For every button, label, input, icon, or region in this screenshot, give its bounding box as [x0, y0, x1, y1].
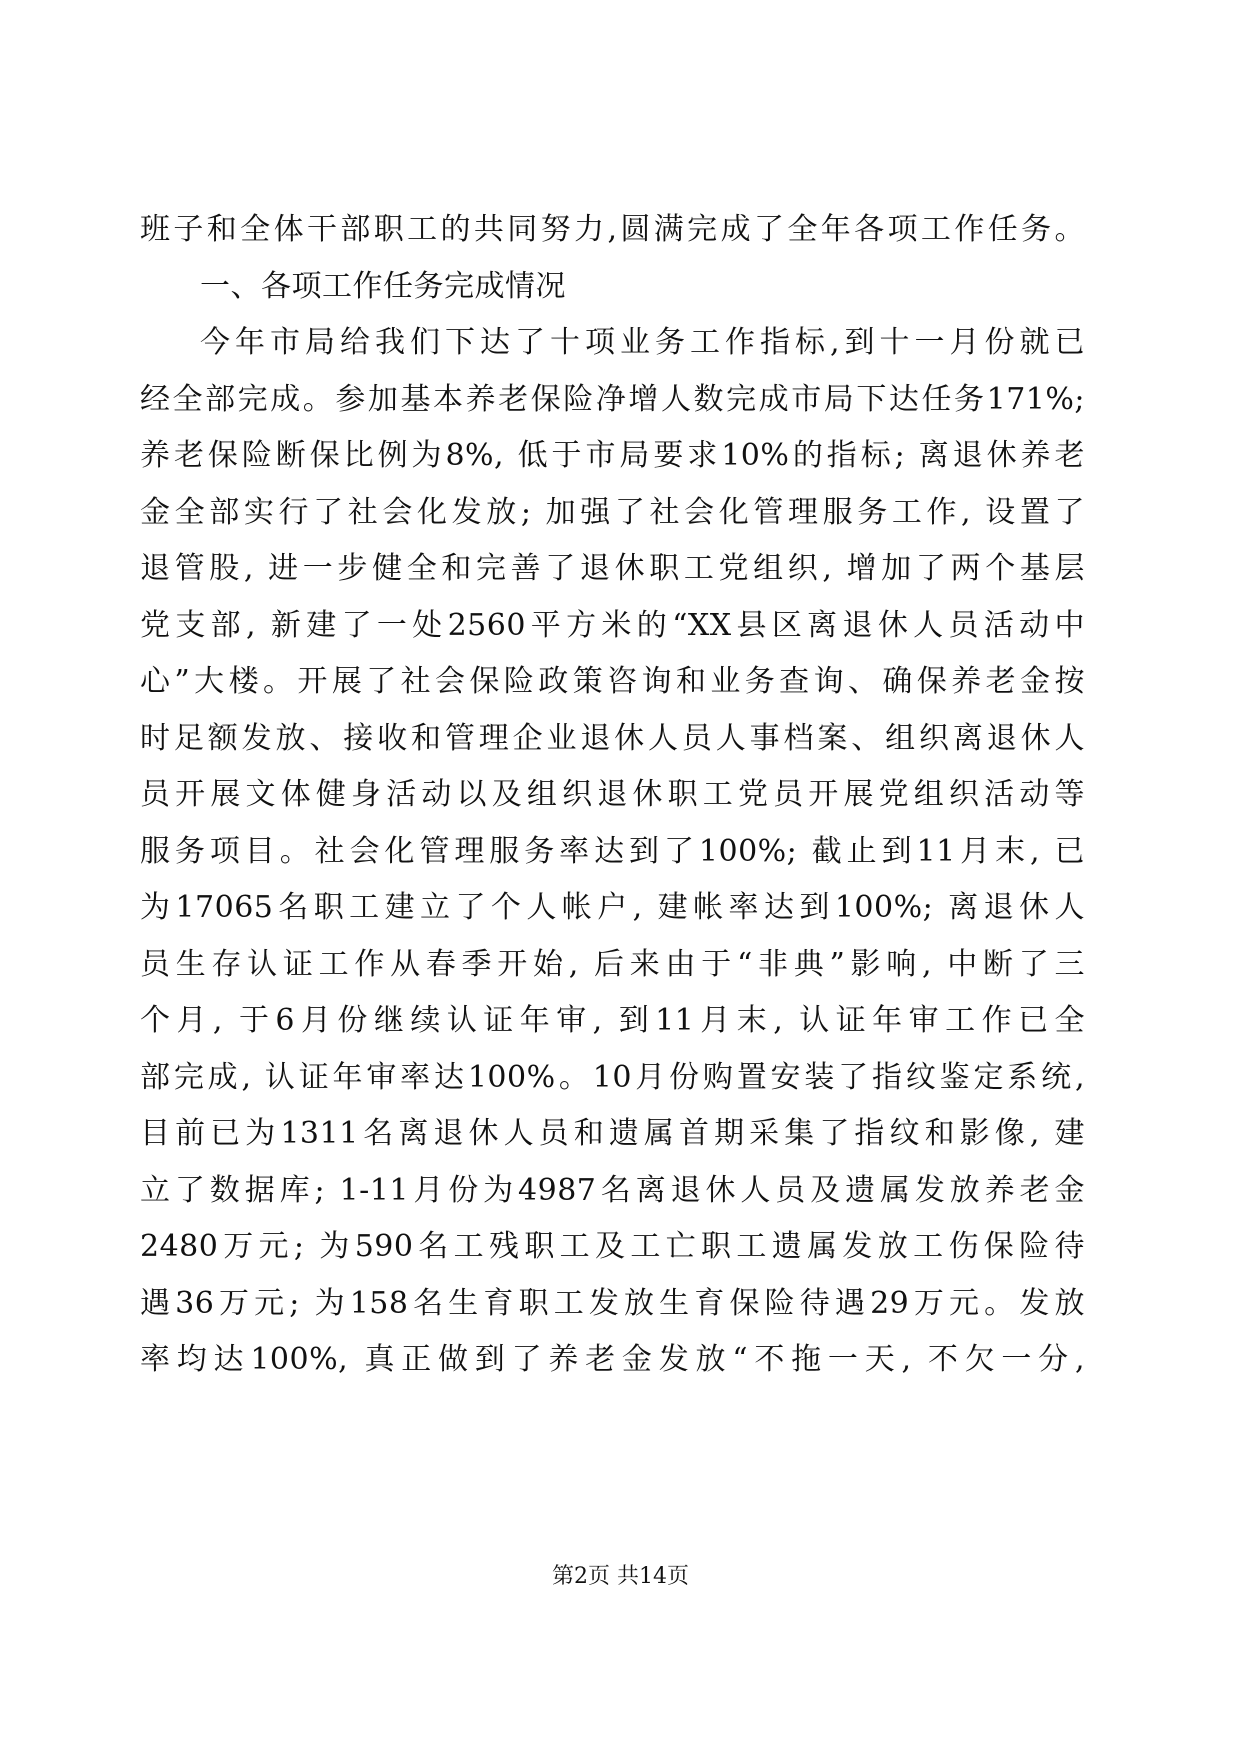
text-line: 服务项目。社会化管理服务率达到了100%; 截止到11月末, 已 — [140, 833, 1085, 869]
text-line: 2480万元; 为590名工残职工及工亡职工遗属发放工伤保险待 — [140, 1229, 1085, 1264]
text-line: 立了数据库; 1-11月份为4987名离退休人员及遗属发放养老金 — [140, 1172, 1085, 1208]
text-line: 经全部完成。参加基本养老保险净增人数完成市局下达任务171%; — [140, 381, 1085, 417]
text-line: 时足额发放、接收和管理企业退休人员人事档案、组织离退休人 — [140, 720, 1085, 756]
section-heading: 一、各项工作任务完成情况 — [200, 268, 566, 304]
text-line: 为17065名职工建立了个人帐户, 建帐率达到100%; 离退休人 — [140, 890, 1085, 925]
text-line: 退管股, 进一步健全和完善了退休职工党组织, 增加了两个基层 — [140, 551, 1085, 586]
text-line: 个月, 于6月份继续认证年审, 到11月末, 认证年审工作已全 — [140, 1003, 1085, 1038]
text-line: 班子和全体干部职工的共同努力,圆满完成了全年各项工作任务。 — [140, 212, 1085, 247]
text-line: 党支部, 新建了一处2560平方米的“XX县区离退休人员活动中 — [140, 607, 1085, 643]
page-footer: 第2页 共14页 — [552, 1564, 689, 1589]
text-line: 养老保险断保比例为8%, 低于市局要求10%的指标; 离退休养老 — [140, 438, 1085, 473]
text-line: 率均达100%, 真正做到了养老金发放“不拖一天, 不欠一分, — [140, 1342, 1085, 1377]
text-line: 员生存认证工作从春季开始, 后来由于“非典”影响, 中断了三 — [140, 946, 1085, 982]
text-line: 部完成, 认证年审率达100%。10月份购置安装了指纹鉴定系统, — [140, 1059, 1085, 1095]
text-line: 目前已为1311名离退休人员和遗属首期采集了指纹和影像, 建 — [140, 1116, 1085, 1151]
text-line: 心”大楼。开展了社会保险政策咨询和业务查询、确保养老金按 — [140, 664, 1085, 699]
document-body — [140, 202, 1085, 1389]
text-line: 今年市局给我们下达了十项业务工作指标,到十一月份就已 — [200, 325, 1085, 360]
text-line: 员开展文体健身活动以及组织退休职工党员开展党组织活动等 — [140, 777, 1085, 812]
text-line: 遇36万元; 为158名生育职工发放生育保险待遇29万元。发放 — [140, 1285, 1085, 1321]
text-line: 金全部实行了社会化发放; 加强了社会化管理服务工作, 设置了 — [140, 494, 1085, 530]
